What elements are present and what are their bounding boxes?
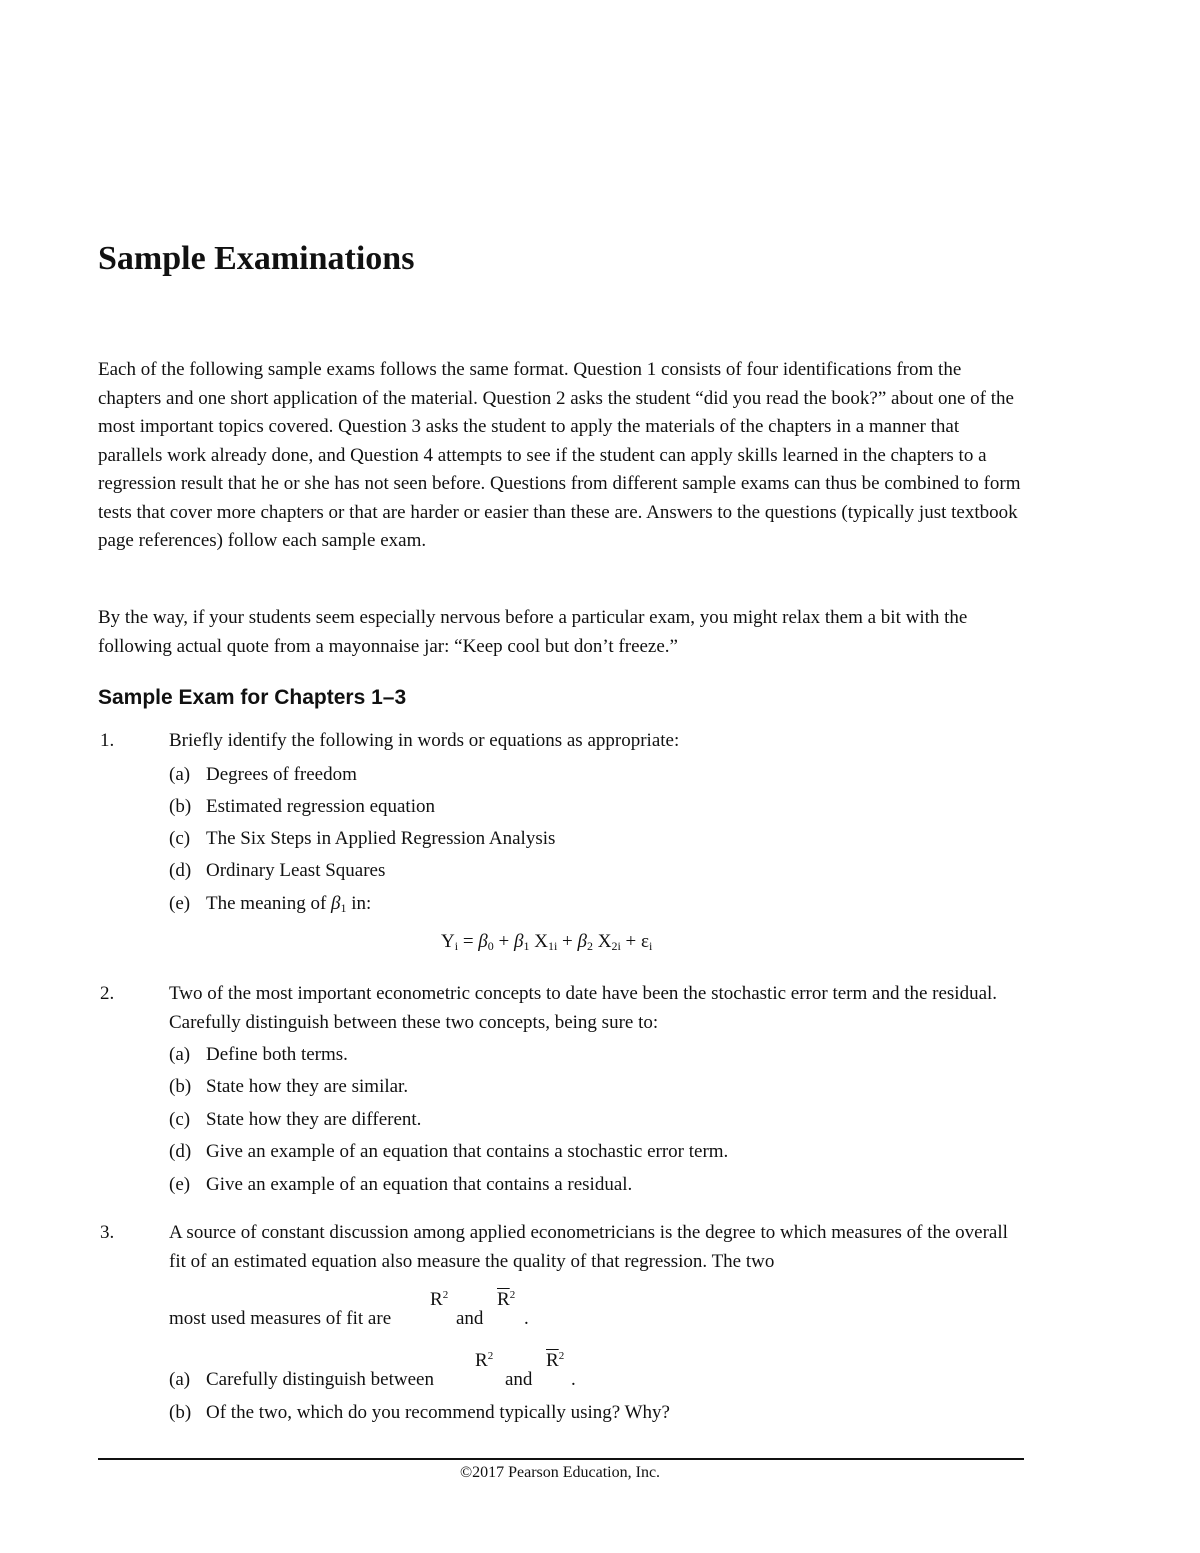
item-text-suffix: in:: [346, 893, 372, 914]
list-item: [169, 825, 555, 853]
eq-plus: +: [493, 931, 514, 952]
list-item: [169, 1073, 408, 1101]
item-text: The meaning of: [206, 893, 327, 914]
r-squared-symbol: $R^2$: [475, 1350, 494, 1371]
item-text: Ordinary Least Squares: [206, 860, 386, 881]
r-bar-squared-symbol: $\overline{R}^2$: [497, 1289, 516, 1310]
and-word: and: [456, 1308, 484, 1329]
intro-paragraph-quote: By the way, if your students seem especially nervous before a particular exam, you might relax them a bit with the following actual quote from a mayonnaise jar: “Keep cool but don’t freeze.”: [98, 607, 968, 657]
item-label: (b): [169, 1076, 192, 1097]
item-text: State how they are different.: [206, 1109, 422, 1130]
eq-plus: +: [557, 931, 578, 952]
question-text: Two of the most important econometric concepts to date have been the stochastic error term and the residual. Carefully distinguish between these two concepts, being sure to:: [169, 983, 998, 1033]
item-text: Carefully distinguish between: [206, 1369, 434, 1390]
r-bar-squared-symbol: $\overline{R}^2$: [546, 1350, 565, 1371]
beta-subscript: 1: [340, 901, 347, 915]
and-word: and: [505, 1369, 533, 1390]
item-label: (e): [169, 1174, 191, 1195]
eq-x2: X: [592, 931, 612, 952]
question-text: A source of constant discussion among applied econometricians is the degree to which measures of the overall fit of an estimated equation also measure the quality of that regression. The two: [169, 1222, 1008, 1272]
item-text: Of the two, which do you recommend typically using? Why?: [206, 1402, 670, 1423]
list-item: [169, 761, 357, 789]
list-item: [169, 1138, 728, 1166]
eq-x1-sub: 1i: [547, 939, 558, 953]
list-item: [169, 793, 435, 821]
item-label: (d): [169, 1141, 192, 1162]
eq-beta0: β: [478, 931, 488, 952]
question-text-line: most used measures of fit are: [169, 1308, 392, 1329]
item-text: The Six Steps in Applied Regression Analysis: [206, 828, 556, 849]
list-item: [169, 857, 385, 885]
item-text: Degrees of freedom: [206, 764, 357, 785]
item-label: (b): [169, 1402, 192, 1423]
eq-epsilon-sub: i: [649, 939, 653, 953]
item-label: (b): [169, 796, 192, 817]
item-text: State how they are similar.: [206, 1076, 409, 1097]
item-text: Estimated regression equation: [206, 796, 435, 817]
eq-y-sub: i: [454, 939, 459, 953]
item-label: (a): [169, 1044, 191, 1065]
item-label: (c): [169, 828, 191, 849]
eq-equals: =: [458, 931, 479, 952]
eq-x2-sub: 2i: [611, 939, 621, 953]
period: .: [524, 1308, 529, 1329]
eq-beta2: β: [577, 931, 587, 952]
eq-beta1-sub: 1: [523, 939, 530, 953]
eq-beta1: β: [513, 931, 524, 952]
item-label: (a): [169, 764, 191, 785]
regression-equation: [441, 928, 652, 960]
list-item: [169, 1399, 670, 1427]
eq-beta2-sub: 2: [586, 939, 593, 953]
item-text: Give an example of an equation that contains a residual.: [206, 1174, 633, 1195]
page-title: Sample Examinations: [98, 240, 415, 277]
eq-plus: +: [620, 931, 642, 952]
question-text: Briefly identify the following in words or equations as appropriate:: [169, 730, 680, 751]
item-label: (a): [169, 1369, 191, 1390]
list-item: [169, 1366, 434, 1394]
list-item: [169, 1106, 421, 1134]
eq-x1: X: [529, 931, 548, 952]
question-number: 3.: [100, 1222, 115, 1243]
r-squared-symbol: $R^2$: [430, 1289, 449, 1310]
question-number: 2.: [100, 983, 115, 1004]
question-number: 1.: [100, 730, 115, 751]
section-heading: Sample Exam for Chapters 1–3: [98, 686, 407, 709]
intro-paragraph: Each of the following sample exams follows the same format. Question 1 consists of four identifications from the chapters and one short application of the material. Question 2 asks the student “did you read the book?” about one of the most important topics covered. Question 3 asks the student to apply the materials of the chapters in a manner that parallels work already done, and Question 4 attempts to see if the student can apply skills learned in the chapters to a regression result that he or she has not seen before. Questions from different sample exams can thus be combined to form tests that cover more chapters or that are harder or easier than these are. Answers to the questions (typically just textbook page references) follow each sample exam.: [98, 359, 1021, 551]
eq-epsilon: ε: [641, 931, 649, 952]
eq-y: Y: [441, 931, 455, 952]
item-label: (d): [169, 860, 192, 881]
period: .: [571, 1369, 576, 1390]
footer-divider: [98, 1458, 1024, 1460]
item-text: Give an example of an equation that contains a stochastic error term.: [206, 1141, 729, 1162]
list-item: [169, 890, 371, 922]
beta-symbol: β: [331, 893, 341, 914]
footer-copyright: ©2017 Pearson Education, Inc.: [459, 1464, 661, 1481]
item-label: (e): [169, 893, 191, 914]
item-label: (c): [169, 1109, 191, 1130]
item-text: Define both terms.: [206, 1044, 348, 1065]
list-item: [169, 1041, 348, 1069]
eq-beta0-sub: 0: [487, 939, 494, 953]
list-item: [169, 1171, 632, 1199]
